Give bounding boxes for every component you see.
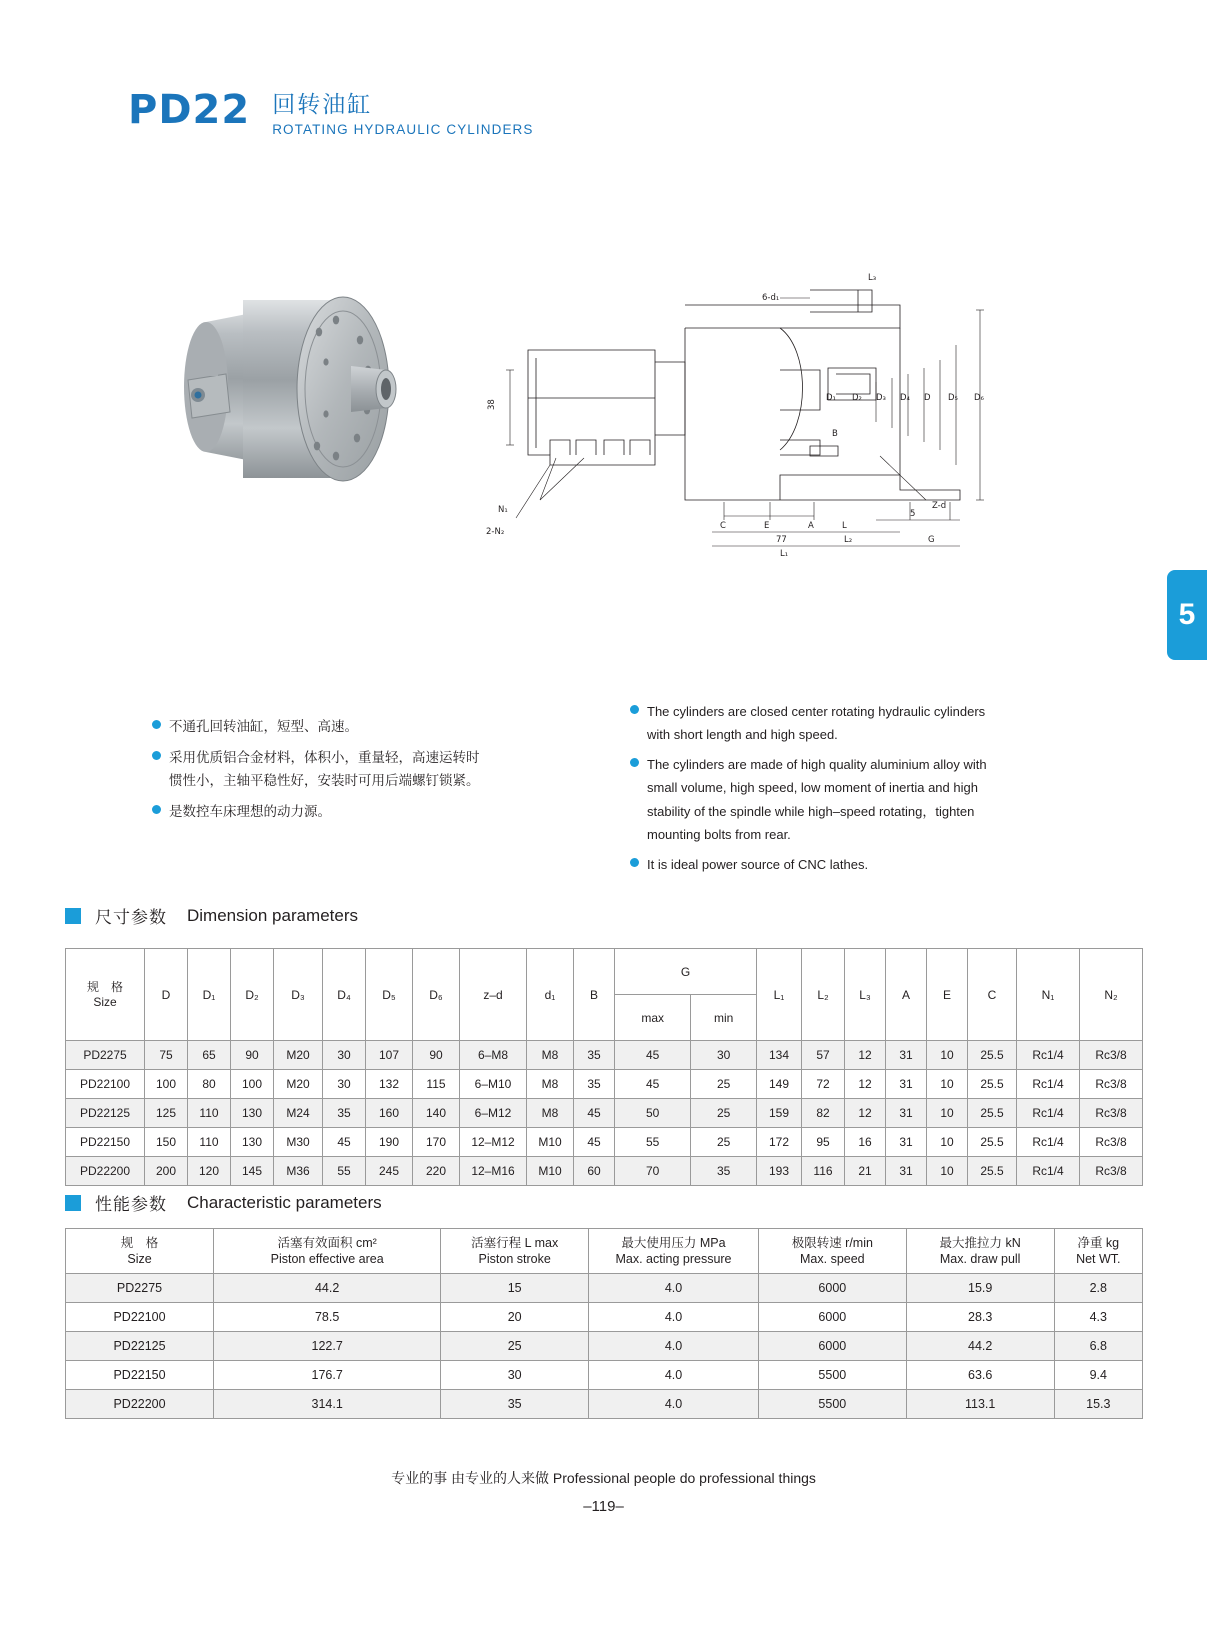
cell: 35 xyxy=(574,1070,615,1099)
cell: 4.0 xyxy=(589,1332,759,1361)
bullet-dot-icon xyxy=(152,720,161,729)
section-heading-characteristic xyxy=(65,1190,382,1215)
cell: PD22125 xyxy=(66,1099,145,1128)
cell: 190 xyxy=(366,1128,413,1157)
cell: 90 xyxy=(413,1041,460,1070)
cell: 45 xyxy=(574,1128,615,1157)
table-row xyxy=(66,1390,1143,1419)
cell: 30 xyxy=(323,1041,366,1070)
cell: Rc1/4 xyxy=(1017,1041,1080,1070)
cell: Rc3/8 xyxy=(1080,1041,1143,1070)
model-number: PD22 xyxy=(128,87,251,133)
bullet-dot-icon xyxy=(630,758,639,767)
cell: 65 xyxy=(188,1041,231,1070)
feature-text-cn: 是数控车床理想的动力源。 xyxy=(169,803,331,819)
cell: 75 xyxy=(145,1041,188,1070)
cell: 55 xyxy=(323,1157,366,1186)
section-title-cn: 性能参数 xyxy=(95,1195,167,1214)
cell: 57 xyxy=(802,1041,845,1070)
feature-text-cn: 不通孔回转油缸，短型、高速。 xyxy=(169,719,358,734)
cell: 6000 xyxy=(758,1332,906,1361)
cell: 25.5 xyxy=(968,1041,1017,1070)
cell: PD2275 xyxy=(66,1041,145,1070)
cell: 63.6 xyxy=(906,1361,1054,1390)
cell: 245 xyxy=(366,1157,413,1186)
svg-text:D₄: D₄ xyxy=(900,393,910,403)
th-d5: D₅ xyxy=(366,949,413,1041)
cell: 150 xyxy=(145,1128,188,1157)
th-n2: N₂ xyxy=(1080,949,1143,1041)
cell: 4.0 xyxy=(589,1274,759,1303)
cell: PD2275 xyxy=(66,1274,214,1303)
cell: 134 xyxy=(757,1041,802,1070)
th-piston-area: 活塞有效面积 cm² Piston effective area xyxy=(214,1229,441,1274)
cell: Rc3/8 xyxy=(1080,1099,1143,1128)
cell: 60 xyxy=(574,1157,615,1186)
page-number: –119– xyxy=(583,1498,624,1515)
svg-text:L₃: L₃ xyxy=(868,273,877,283)
cell: 35 xyxy=(574,1041,615,1070)
cell: 176.7 xyxy=(214,1361,441,1390)
table-row xyxy=(66,1303,1143,1332)
section-title-cn: 尺寸参数 xyxy=(95,908,167,927)
cell: PD22150 xyxy=(66,1361,214,1390)
cell: 2.8 xyxy=(1054,1274,1142,1303)
feature-list-en xyxy=(630,700,1000,883)
svg-text:D: D xyxy=(924,393,931,403)
bullet-dot-icon xyxy=(152,805,161,814)
cell: Rc3/8 xyxy=(1080,1070,1143,1099)
cell: 12 xyxy=(845,1099,886,1128)
cell: 95 xyxy=(802,1128,845,1157)
cell: 82 xyxy=(802,1099,845,1128)
table-row xyxy=(66,1099,1143,1128)
th-zd: z–d xyxy=(460,949,527,1041)
cell: 35 xyxy=(323,1099,366,1128)
cell: 35 xyxy=(691,1157,757,1186)
svg-text:N₁: N₁ xyxy=(498,505,508,515)
svg-text:E: E xyxy=(764,521,770,531)
svg-text:D₆: D₆ xyxy=(974,393,984,403)
list-item xyxy=(152,800,482,824)
cell: 4.0 xyxy=(589,1390,759,1419)
cell: 25.5 xyxy=(968,1128,1017,1157)
cell: Rc1/4 xyxy=(1017,1157,1080,1186)
cell: 45 xyxy=(574,1099,615,1128)
table-row xyxy=(66,1070,1143,1099)
table-row xyxy=(66,1332,1143,1361)
th-d6: D₆ xyxy=(413,949,460,1041)
cell: 4.0 xyxy=(589,1303,759,1332)
cell: 10 xyxy=(927,1157,968,1186)
dimension-table xyxy=(65,948,1143,1186)
cell: PD22150 xyxy=(66,1128,145,1157)
cell: 25.5 xyxy=(968,1099,1017,1128)
page-title-cn: 回转油缸 xyxy=(272,91,373,117)
cell: 6000 xyxy=(758,1274,906,1303)
cell: 45 xyxy=(615,1070,691,1099)
cell: 6–M10 xyxy=(460,1070,527,1099)
list-item xyxy=(630,700,1000,746)
chapter-tab: 5 xyxy=(1167,570,1207,660)
cell: 25 xyxy=(691,1070,757,1099)
cell: 31 xyxy=(886,1157,927,1186)
cell: 21 xyxy=(845,1157,886,1186)
th-d1: D₁ xyxy=(188,949,231,1041)
cell: 122.7 xyxy=(214,1332,441,1361)
cell: M10 xyxy=(527,1128,574,1157)
list-item xyxy=(152,715,482,739)
feature-text-en: It is ideal power source of CNC lathes. xyxy=(647,856,869,872)
cell: PD22100 xyxy=(66,1070,145,1099)
cell: 200 xyxy=(145,1157,188,1186)
cell: 44.2 xyxy=(906,1332,1054,1361)
cell: 4.3 xyxy=(1054,1303,1142,1332)
cell: Rc3/8 xyxy=(1080,1128,1143,1157)
th-d2: D₂ xyxy=(231,949,274,1041)
th-l3: L₃ xyxy=(845,949,886,1041)
technical-drawing xyxy=(480,250,1040,590)
svg-text:L: L xyxy=(842,521,847,531)
page-header xyxy=(128,87,534,138)
cell: 12 xyxy=(845,1070,886,1099)
cell: M36 xyxy=(274,1157,323,1186)
title-block xyxy=(272,90,533,137)
th-n1: N₁ xyxy=(1017,949,1080,1041)
cell: 45 xyxy=(615,1041,691,1070)
list-item xyxy=(630,753,1000,846)
table-row xyxy=(66,1157,1143,1186)
cell: 220 xyxy=(413,1157,460,1186)
th-c: C xyxy=(968,949,1017,1041)
cell: Rc1/4 xyxy=(1017,1128,1080,1157)
svg-text:Z-d: Z-d xyxy=(932,501,947,511)
cell: 6.8 xyxy=(1054,1332,1142,1361)
cell: 25 xyxy=(691,1099,757,1128)
th-a: A xyxy=(886,949,927,1041)
cell: 15.3 xyxy=(1054,1390,1142,1419)
th-g-min: min xyxy=(691,995,757,1041)
th-draw-pull: 最大推拉力 kN Max. draw pull xyxy=(906,1229,1054,1274)
svg-text:D₁: D₁ xyxy=(826,393,836,403)
cell: M20 xyxy=(274,1041,323,1070)
cell: 31 xyxy=(886,1099,927,1128)
svg-text:2-N₂: 2-N₂ xyxy=(486,527,505,537)
svg-text:D₂: D₂ xyxy=(852,393,862,403)
cell: 125 xyxy=(145,1099,188,1128)
cell: 100 xyxy=(231,1070,274,1099)
table-header-row xyxy=(66,949,1143,995)
cell: 9.4 xyxy=(1054,1361,1142,1390)
cell: 145 xyxy=(231,1157,274,1186)
cell: M8 xyxy=(527,1070,574,1099)
th-net-weight: 净重 kg Net WT. xyxy=(1054,1229,1142,1274)
feature-list-cn xyxy=(152,715,482,831)
th-d1small: d₁ xyxy=(527,949,574,1041)
cell: 170 xyxy=(413,1128,460,1157)
page-title-en: ROTATING HYDRAULIC CYLINDERS xyxy=(272,122,534,138)
cell: Rc1/4 xyxy=(1017,1099,1080,1128)
svg-text:C: C xyxy=(720,521,726,531)
svg-text:L₁: L₁ xyxy=(780,549,789,559)
cell: M8 xyxy=(527,1099,574,1128)
svg-text:A: A xyxy=(808,521,814,531)
th-g-max: max xyxy=(615,995,691,1041)
cell: 110 xyxy=(188,1099,231,1128)
cell: 50 xyxy=(615,1099,691,1128)
cell: 30 xyxy=(691,1041,757,1070)
section-heading-dimension xyxy=(65,903,358,928)
svg-text:6-d₁: 6-d₁ xyxy=(762,293,780,303)
cell: 140 xyxy=(413,1099,460,1128)
cell: 12 xyxy=(845,1041,886,1070)
th-e: E xyxy=(927,949,968,1041)
bullet-dot-icon xyxy=(630,705,639,714)
cell: 5500 xyxy=(758,1390,906,1419)
cell: M24 xyxy=(274,1099,323,1128)
cell: M10 xyxy=(527,1157,574,1186)
th-l2: L₂ xyxy=(802,949,845,1041)
section-title-en: Dimension parameters xyxy=(187,905,359,925)
feature-text-en: The cylinders are closed center rotating hydraulic cylinders with short length and high speed. xyxy=(647,704,986,743)
cell: 25.5 xyxy=(968,1157,1017,1186)
cell: 15 xyxy=(441,1274,589,1303)
svg-text:D₅: D₅ xyxy=(948,393,958,403)
section-marker-icon xyxy=(65,908,81,924)
cell: PD22125 xyxy=(66,1332,214,1361)
th-acting-pressure: 最大使用压力 MPa Max. acting pressure xyxy=(589,1229,759,1274)
cell: 172 xyxy=(757,1128,802,1157)
th-piston-stroke: 活塞行程 L max Piston stroke xyxy=(441,1229,589,1274)
bullet-dot-icon xyxy=(152,751,161,760)
th-size: 规 格 Size xyxy=(66,1229,214,1274)
th-d4: D₄ xyxy=(323,949,366,1041)
cell: M20 xyxy=(274,1070,323,1099)
cell: 6–M8 xyxy=(460,1041,527,1070)
cell: 159 xyxy=(757,1099,802,1128)
section-marker-icon xyxy=(65,1195,81,1211)
th-b: B xyxy=(574,949,615,1041)
cell: M8 xyxy=(527,1041,574,1070)
cell: 55 xyxy=(615,1128,691,1157)
svg-text:38: 38 xyxy=(487,399,497,410)
svg-text:77: 77 xyxy=(776,535,787,545)
th-l1: L₁ xyxy=(757,949,802,1041)
cell: 31 xyxy=(886,1128,927,1157)
cell: 12–M12 xyxy=(460,1128,527,1157)
table-header-row xyxy=(66,1229,1143,1274)
list-item xyxy=(630,853,1000,876)
cell: 80 xyxy=(188,1070,231,1099)
feature-text-cn: 采用优质铝合金材料，体积小，重量轻，高速运转时惯性小，主轴平稳性好，安装时可用后端螺钉锁紧。 xyxy=(169,749,480,789)
cell: 314.1 xyxy=(214,1390,441,1419)
cell: 160 xyxy=(366,1099,413,1128)
cell: PD22200 xyxy=(66,1157,145,1186)
cell: 10 xyxy=(927,1128,968,1157)
cell: 28.3 xyxy=(906,1303,1054,1332)
cell: 90 xyxy=(231,1041,274,1070)
cell: 113.1 xyxy=(906,1390,1054,1419)
svg-text:B: B xyxy=(832,429,838,439)
th-d: D xyxy=(145,949,188,1041)
cell: Rc3/8 xyxy=(1080,1157,1143,1186)
cell: 132 xyxy=(366,1070,413,1099)
cell: 100 xyxy=(145,1070,188,1099)
th-g: G xyxy=(615,949,757,995)
bullet-dot-icon xyxy=(630,858,639,867)
cell: 20 xyxy=(441,1303,589,1332)
cell: 130 xyxy=(231,1099,274,1128)
cell: 6000 xyxy=(758,1303,906,1332)
table-row xyxy=(66,1274,1143,1303)
cell: 107 xyxy=(366,1041,413,1070)
cell: 70 xyxy=(615,1157,691,1186)
cell: PD22200 xyxy=(66,1390,214,1419)
cell: 15.9 xyxy=(906,1274,1054,1303)
cell: 25.5 xyxy=(968,1070,1017,1099)
cell: 120 xyxy=(188,1157,231,1186)
cell: 35 xyxy=(441,1390,589,1419)
cell: 25 xyxy=(441,1332,589,1361)
cell: 10 xyxy=(927,1099,968,1128)
table-row xyxy=(66,1361,1143,1390)
footer-slogan: 专业的事 由专业的人来做 Professional people do professional things xyxy=(391,1470,816,1486)
cell: M30 xyxy=(274,1128,323,1157)
cell: 45 xyxy=(323,1128,366,1157)
cell: 4.0 xyxy=(589,1361,759,1390)
cell: PD22100 xyxy=(66,1303,214,1332)
svg-text:L₂: L₂ xyxy=(844,535,853,545)
product-photo xyxy=(148,262,438,512)
cell: 10 xyxy=(927,1041,968,1070)
cell: 6–M12 xyxy=(460,1099,527,1128)
section-title-en: Characteristic parameters xyxy=(187,1192,382,1212)
th-max-speed: 极限转速 r/min Max. speed xyxy=(758,1229,906,1274)
cell: 31 xyxy=(886,1041,927,1070)
cell: Rc1/4 xyxy=(1017,1070,1080,1099)
characteristic-table xyxy=(65,1228,1143,1419)
table-row xyxy=(66,1128,1143,1157)
svg-text:5: 5 xyxy=(910,509,916,519)
cell: 116 xyxy=(802,1157,845,1186)
cell: 115 xyxy=(413,1070,460,1099)
cell: 72 xyxy=(802,1070,845,1099)
cell: 10 xyxy=(927,1070,968,1099)
cell: 30 xyxy=(323,1070,366,1099)
th-d3: D₃ xyxy=(274,949,323,1041)
cell: 78.5 xyxy=(214,1303,441,1332)
feature-text-en: The cylinders are made of high quality aluminium alloy with small volume, high speed, low moment of inertia and high stability of the spindle while high–speed rotating，tighten mounting bolts from rear. xyxy=(647,757,987,842)
svg-text:G: G xyxy=(928,535,935,545)
table-row xyxy=(66,1041,1143,1070)
cell: 25 xyxy=(691,1128,757,1157)
cell: 149 xyxy=(757,1070,802,1099)
cell: 44.2 xyxy=(214,1274,441,1303)
svg-text:D₃: D₃ xyxy=(876,393,886,403)
cell: 30 xyxy=(441,1361,589,1390)
cell: 16 xyxy=(845,1128,886,1157)
th-size: 规 格 Size xyxy=(66,949,145,1041)
list-item xyxy=(152,746,482,793)
cell: 31 xyxy=(886,1070,927,1099)
cell: 5500 xyxy=(758,1361,906,1390)
cell: 110 xyxy=(188,1128,231,1157)
cell: 193 xyxy=(757,1157,802,1186)
cell: 12–M16 xyxy=(460,1157,527,1186)
cell: 130 xyxy=(231,1128,274,1157)
